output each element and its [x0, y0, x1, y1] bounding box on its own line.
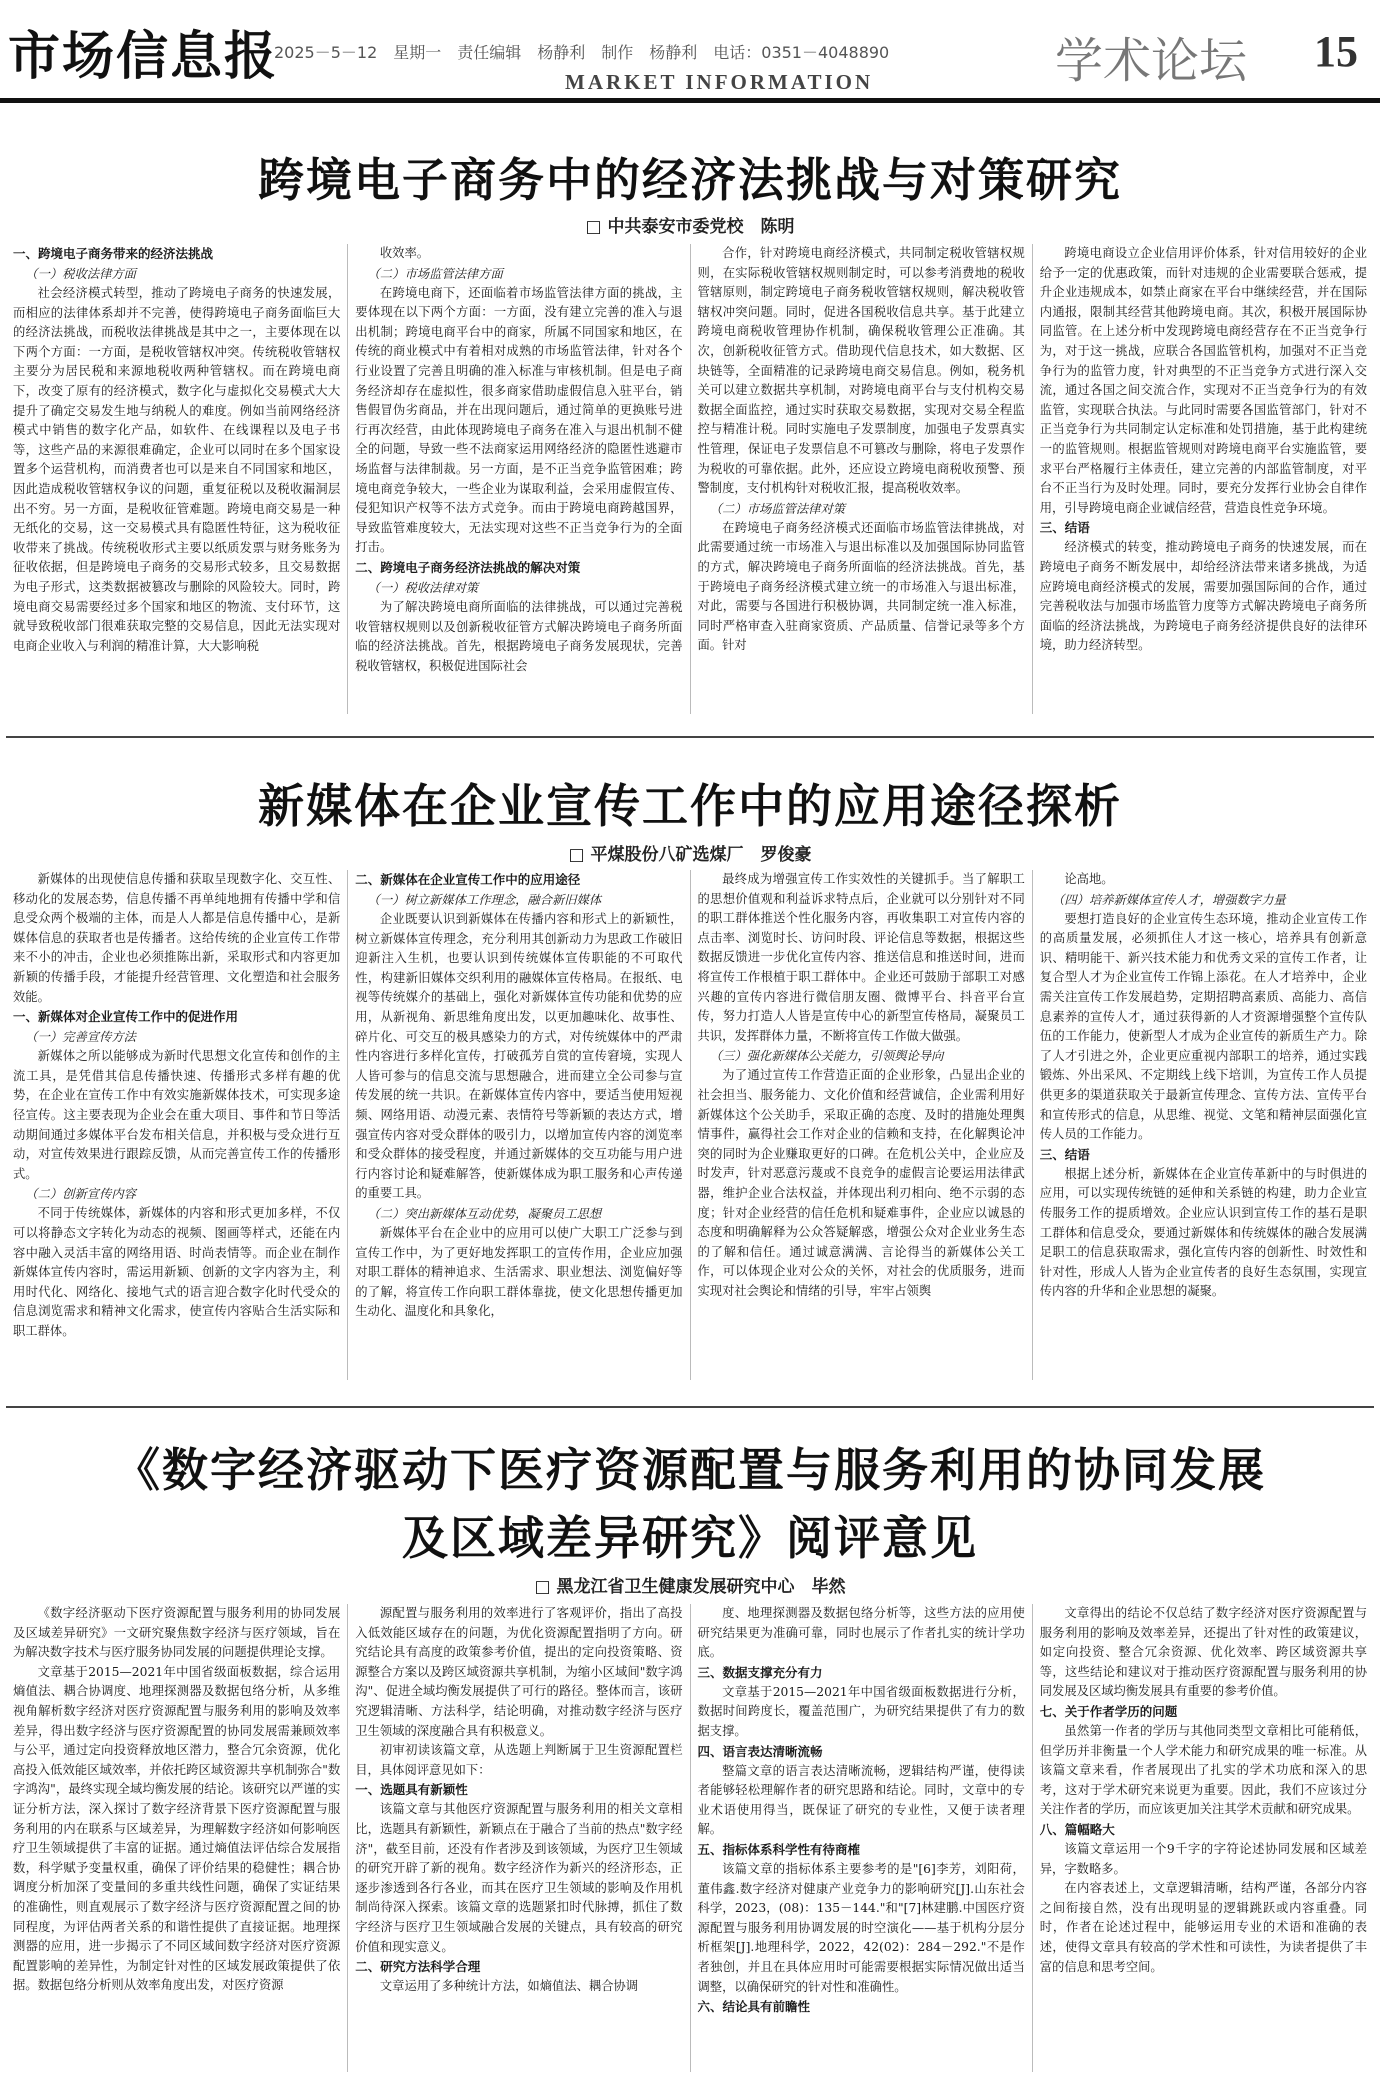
- paragraph: 在跨境电商下，还面临着市场监管法律方面的挑战，主要体现在以下两个方面：一方面，没有建立完善的准入与退出机制；跨境电商平台中的商家，所属不同国家和地区，在传统的商业模式中有着相对成熟的市场监管法律，针对各个行业设置了完善且明确的准入标准与审核机制。但是电子商务经济却存在虚拟性，很多商家借助虚假信息入驻平台，销售假冒伪劣商品，并在出现问题后，通过简单的更换账号进行再次经营，由此体现跨境电子商务在准入与退出机制不健全的问题，导致一些不法商家运用网络经济的隐匿性逃避市场监督与法律制裁。另一方面，是不正当竞争监管困难；跨境电商竞争较大，一些企业为谋取利益，会采用虚假宣传、侵犯知识产权等不法方式竞争。而由于跨境电商跨越国界，导致监管难度较大，无法实现对这些不正当竞争行为的全面打击。: [355, 285, 683, 555]
- paragraph: 源配置与服务利用的效率进行了客观评价，指出了高投入低效能区域存在的问题，为优化资源配置指明了方向。研究结论具有高度的政策参考价值，提出的定向投资策略、资源整合方案以及跨区域资源共享机制，为缩小区域间"数字鸿沟"、促进全域均衡发展提供了可行的路径。整体而言，该研究逻辑清晰、方法科学，结论明确，对推动数字经济与医疗卫生领域的深度融合具有积极意义。: [355, 1606, 683, 1738]
- section-title: 学术论坛: [1055, 33, 1248, 89]
- paragraph: 为了解决跨境电商所面临的法律挑战，可以通过完善税收管辖权规则以及创新税收征管方式解决跨境电子商务所面临的经济法挑战。首先，根据跨境电子商务发展现状，完善税收管辖权，积极促进国际社会: [355, 599, 683, 673]
- paragraph: 初审初读该篇文章，从选题上判断属于卫生资源配置栏目，具体阅评意见如下：: [355, 1743, 683, 1777]
- article-column: [691, 1604, 1033, 2072]
- article-column: [1033, 870, 1374, 1380]
- article-column: [348, 1604, 690, 2072]
- newspaper-english-name: MARKET INFORMATION: [565, 70, 874, 94]
- paragraph: 跨境电商设立企业信用评价体系，针对信用较好的企业给予一定的优惠政策，而针对违规的企业需要联合惩戒，提升企业违规成本，如禁止商家在平台中继续经营，并在国际内通报，限制其经营其他跨境电商。其次，积极开展国际协同监管。在上述分析中发现跨境电商经营存在不正当竞争行为，对于这一挑战，应联合各国监管机构，加强对不正当竞争行为的监管力度，针对典型的不正当竞争方式进行深入交流，通过各国之间交流合作，实现对不正当竞争行为的有效监管，实现联合执法。与此同时需要各国监管部门，针对不正当竞争行为共同制定认定标准和处罚措施，基于此构建统一的监管规则。根据监管规则对跨境电商平台实施监管，要求平台严格履行主体责任，建立完善的内部监管制度，对平台不正当行为及时处理。同时，要充分发挥行业协会自律作用，引导跨境电商企业诚信经营，营造良性竞争环境。: [1039, 246, 1367, 515]
- article-2-author: □ 平煤股份八矿选煤厂 罗俊豪: [568, 845, 812, 865]
- article-1-body: [6, 244, 1374, 714]
- section-heading: （三）强化新媒体公关能力，引领舆论导向: [709, 1049, 944, 1064]
- article-3-title: 《数字经济驱动下医疗资源配置与服务利用的协同发展: [114, 1443, 1266, 1497]
- section-heading: 六、结论具有前瞻性: [697, 1999, 811, 2015]
- paragraph: 社会经济模式转型，推动了跨境电子商务的快速发展，而相应的法律体系却并不完善，使得跨境电子商务面临巨大的经济法挑战，而税收法律挑战是其中之一，主要体现在以下两个方面：一方面，是税收管辖权冲突。传统税收管辖权主要分为居民税和来源地税收两种管辖权。而在跨境电商下，改变了原有的经济模式，数字化与虚拟化交易模式大大提升了确定交易发生地与纳税人的难度。例如当前网络经济模式中销售的数字化产品，如软件、在线课程以及电子书等，这些产品的来源很难确定，企业可以同时在多个国家设置多个运营机构，而消费者也可以是来自不同国家和地区，因此造成税收管辖权争议的问题，重复征税以及税收漏洞层出不穷。另一方面，是税收征管难题。跨境电商交易是一种无纸化的交易，这一交易模式具有隐匿性特征，这为税收征收带来了挑战。传统税收形式主要以纸质发票与财务账务为征收依据，但是跨境电子商务的交易形式较多，且交易数据为电子形式，这类数据被篡改与删除的风险较大。同时，跨境电商交易需要经过多个国家和地区的物流、支付环节，这就导致税收部门很难获取完整的交易信息，因此无法实现对电商企业收入与利润的精准计算，大大影响税: [13, 286, 341, 653]
- paragraph: 不同于传统媒体，新媒体的内容和形式更加多样，不仅可以将静态文字转化为动态的视频、图画等样式，还能在内容中融入灵活丰富的网络用语、时尚表情等。而企业在制作新媒体宣传内容时，需运用新颖、创新的文字内容为主，利用时代化、网络化、接地气式的语言迎合数字化时代受众的信息浏览需求和精神文化需求，使宣传内容贴合生活实际和职工群体。: [13, 1206, 341, 1338]
- article-1-title: 跨境电子商务中的经济法挑战与对策研究: [258, 153, 1122, 207]
- paragraph: 新媒体的出现使信息传播和获取呈现数字化、交互性、移动化的发展态势，信息传播不再单纯地拥有传播中学和信息受众两个极端的主体，而是人人都是信息传播中心，是新媒体信息的获取者也是传播者。这给传统的企业宣传工作带来不小的冲击，企业也必须推陈出新，采取形式和内容更加新颖的传播手段，才能提升经营管理、文化塑造和社会服务效能。: [13, 872, 341, 1004]
- section-heading: 一、新媒体对企业宣传工作中的促进作用: [13, 1009, 239, 1025]
- paragraph: 经济模式的转变，推动跨境电子商务的快速发展，而在跨境电子商务不断发展中，却给经济法带来诸多挑战，为适应跨境电商经济模式的发展，需要加强国际间的合作，通过完善税收法与加强市场监管力度等方式解决跨境电子商务所面临的经济法挑战，为跨境电子商务经济提供良好的法律环境，助力经济转型。: [1039, 540, 1367, 653]
- paragraph: 文章基于2015—2021年中国省级面板数据，综合运用熵值法、耦合协调度、地理探测器及数据包络分析，从多维视角解析数字经济对医疗资源配置与服务利用的影响及效率差异，得出数字经济与医疗资源配置的协同发展需兼顾效率与公平，通过定向投资释放地区潜力，整合冗余资源，优化高投入低效能区域效率，并依托跨区域资源共享机制弥合"数字鸿沟"，最终实现全域均衡发展的结论。该研究以严谨的实证分析方法，深入探讨了数字经济背景下医疗资源配置与服务利用的内在联系与区域差异，为理解数字经济如何影响医疗卫生领域提供了丰富的证据。通过熵值法评估综合发展指数，科学赋予变量权重，确保了评价结果的稳健性；耦合协调度分析加深了变量间的多重共线性问题，确保了实证结果的准确性，则直观展示了数字经济与医疗资源配置之间的协同程度，为评估两者关系的和谐性提供了直接证据。地理探测器的应用，进一步揭示了不同区域间数字经济对医疗资源配置影响的差异性，为制定针对性的区域发展政策提供了依据。数据包络分析则从效率角度出发，对医疗资源: [13, 1664, 341, 1993]
- section-heading: （二）市场监管法律对策: [709, 501, 846, 516]
- paragraph: 最终成为增强宣传工作实效性的关键抓手。当了解职工的思想价值观和利益诉求特点后，企业就可以分别针对不同的职工群体推送个性化服务内容，再收集职工对宣传内容的点击率、浏览时长、访问时段、评论信息等数据，根据这些数据反馈进一步优化宣传内容、推送信息和推送时间，进而将宣传工作根植于职工群体中。企业还可鼓励于部职工对感兴趣的宣传内容进行微信朋友圈、微博平台、抖音平台宣传，努力打造人人皆是宣传中心的新型宣传格局，凝聚员工共识，发挥群体力量，不断将宣传工作做大做强。: [697, 872, 1025, 1043]
- issue-info: 2025－5－12 星期一 责任编辑 杨静利 制作 杨静利 电话：0351－4048890: [274, 43, 890, 62]
- paragraph: 文章得出的结论不仅总结了数字经济对医疗资源配置与服务利用的影响及效率差异，还提出了针对性的政策建议，如定向投资、整合冗余资源、优化效率、跨区域资源共享等，这些结论和建议对于推动医疗资源配置与服务利用的协同发展及区域均衡发展具有重要的参考价值。: [1039, 1606, 1367, 1699]
- paragraph: 该篇文章与其他医疗资源配置与服务利用的相关文章相比，选题具有新颖性，新颖点在于融合了当前的热点"数字经济"，截至目前，还没有作者涉及到该领域，为医疗卫生领域的研究开辟了新的视角。数字经济作为新兴的经济形态，正逐步渗透到各行各业，而其在医疗卫生领域的影响及作用机制尚待深入探索。该篇文章的选题紧扣时代脉搏，抓住了数字经济与医疗卫生领域融合发展的关键点，具有较高的研究价值和现实意义。: [355, 1802, 683, 1954]
- paragraph: 该篇文章运用一个9千字的字符论述协同发展和区域差异，字数略多。: [1039, 1841, 1367, 1876]
- paragraph: 为了通过宣传工作营造正面的企业形象，凸显出企业的社会担当、服务能力、文化价值和经营诚信，企业需利用好新媒体这个公关助手，采取正确的态度、及时的措施处理舆情事件，赢得社会工作对企业的信赖和支持，在化解舆论冲突的同时为企业赚取更好的口碑。在危机公关中，企业应及时发声，针对恶意污蔑或不良竞争的虚假言论要运用法律武器，维护企业合法权益，并体现出利刃相向、绝不示弱的态度；针对企业经营的信任危机和疑难事件，企业应以诚恳的态度和明确解释为公众答疑解惑，增强公众对企业业务生态的了解和信任。通过诚意满满、言论得当的新媒体公关工作，可以体现企业对公众的关怀，对社会的优质服务，进而实现对社会舆论和情绪的引导，牢牢占领舆: [697, 1068, 1025, 1298]
- section-heading: （四）培养新媒体宣传人才，增强数字力量: [1052, 892, 1286, 907]
- paragraph: 文章基于2015—2021年中国省级面板数据进行分析，数据时间跨度长，覆盖范围广，为研究结果提供了有力的数据支撑。: [697, 1684, 1025, 1738]
- newspaper-logo: 市场信息报: [8, 26, 279, 87]
- section-heading: 三、结语: [1039, 520, 1090, 536]
- article-2-title: 新媒体在企业宣传工作中的应用途径探析: [258, 779, 1122, 833]
- paragraph: 虽然第一作者的学历与其他同类型文章相比可能稍低，但学历并非衡量一个人学术能力和研究成果的唯一标准。从该篇文章来看，作者展现出了扎实的学术功底和深入的思考，这对于学术研究来说更为重要。因此，我们不应该过分关注作者的学历，而应该更加关注其学术贡献和研究成果。: [1039, 1723, 1367, 1817]
- section-heading: 二、跨境电子商务经济法挑战的解决对策: [355, 559, 581, 575]
- section-heading: （一）税收法律对策: [367, 580, 479, 595]
- article-column: [6, 870, 348, 1380]
- paragraph: 新媒体平台在企业中的应用可以使广大职工广泛参与到宣传工作中，为了更好地发挥职工的宣传作用，企业应加强对职工群体的精神追求、生活需求、职业想法、浏览偏好等的了解，将宣传工作向职工群体靠拢，使文化思想传播更加生动化、温度化和具象化，: [355, 1225, 683, 1319]
- section-heading: 七、关于作者学历的问题: [1039, 1703, 1178, 1719]
- article-column: [1033, 244, 1374, 714]
- masthead: [0, 0, 1380, 100]
- page-number: 15: [1314, 27, 1358, 76]
- section-heading: 一、跨境电子商务带来的经济法挑战: [13, 246, 214, 261]
- article-column: [348, 870, 690, 1380]
- article-divider: [6, 736, 1374, 738]
- section-heading: （一）税收法律方面: [25, 267, 136, 281]
- section-heading: 三、数据支撑充分有力: [697, 1664, 823, 1680]
- article-column: [691, 244, 1033, 714]
- article-3-body: [6, 1604, 1374, 2072]
- article-3-author: □ 黑龙江省卫生健康发展研究中心 毕然: [534, 1577, 846, 1597]
- section-heading: 五、指标体系科学性有待商榷: [697, 1841, 861, 1857]
- paragraph: 该篇文章的指标体系主要参考的是"[6]李芳，刘阳荷，董伟鑫.数字经济对健康产业竞争力的影响研究[J].山东社会科学，2023，(08)：135－144."和"[7]林建鹏.中国医疗资源配置与服务利用协调发展的时空演化——基于机构分层分析框架[J].地理科学，2022，42(02)：284－292."不是作者独创，并且在具体应用时可能需要根据实际情况做出适当调整，以确保研究的针对性和准确性。: [697, 1861, 1025, 1994]
- article-2-body: [6, 870, 1374, 1380]
- section-heading: 一、选题具有新颖性: [355, 1782, 468, 1798]
- section-heading: 三、结语: [1039, 1146, 1090, 1162]
- article-column: [6, 244, 348, 714]
- section-heading: （二）创新宣传内容: [25, 1187, 136, 1202]
- masthead-rule: [0, 98, 1380, 103]
- paragraph: 论高地。: [1064, 872, 1114, 886]
- article-3-title-line2: 及区域差异研究》阅评意见: [402, 1511, 978, 1565]
- section-heading: （一）树立新媒体工作理念，融合新旧媒体: [367, 893, 602, 907]
- paragraph: 合作，针对跨境电商经济模式，共同制定税收管辖权规则，在实际税收管辖权规则制定时，可以参考消费地的税收管辖原则，制定跨境电子商务税收管辖权规则，解决税收管辖权冲突问题。同时，促进各国税收信息共享。基于此建立跨境电商税收管理协作机制，确保税收管理公正准确。其次，创新税收征管方式。借助现代信息技术，如大数据、区块链等，全面精准的记录跨境电商交易信息。例如，税务机关可以建立数据共享机制，对跨境电商平台与支付机构交易数据全面监控，通过实时获取交易数据，实现对交易全程监控与精准计税。同时实施电子发票制度，加强电子发票真实性管理，保证电子发票信息不可篡改与删除，将电子发票作为税收的可靠依据。此外，还应设立跨境电商税收预警、预警制度，支付机构针对税收汇报，提高税收效率。: [697, 246, 1025, 496]
- paragraph: 新媒体之所以能够成为新时代思想文化宣传和创作的主流工具，是凭借其信息传播快速、传播形式多样有趣的优势，在企业在宣传工作中有效实施新媒体技术，可实现多途径宣传。这主要表现为企业会在重大项目、事件和节日等活动期间通过多媒体平台发布相关信息，并积极与受众进行互动，对宣传效果进行跟踪反馈，从而完善宣传工作的传播形式。: [13, 1049, 341, 1181]
- paragraph: 文章运用了多种统计方法，如熵值法、耦合协调: [379, 1979, 639, 1994]
- paragraph: 要想打造良好的企业宣传生态环境，推动企业宣传工作的高质量发展，必须抓住人才这一核心，培养具有创新意识、精明能干、新兴技术能力和优秀文采的宣传工作者，让复合型人才为企业宣传工作锦上添花。在人才培养中，企业需关注宣传工作发展趋势，定期招聘高素质、高能力、高信息素养的宣传人才，通过获得新的人才资源增强整个宣传队伍的工作能力，使新型人才成为企业宣传的新质生产力。除了人才引进之外，企业更应重视内部职工的培养，通过实践锻炼、外出采风、不定期线上线下培训，为宣传工作人员提供更多的渠道获取关于最新宣传理念、宣传方法、宣传平台和宣传形式的信息，从思维、视觉、文笔和精神层面强化宣传人员的工作能力。: [1039, 911, 1367, 1142]
- article-column: [6, 1604, 348, 2072]
- paragraph: 《数字经济驱动下医疗资源配置与服务利用的协同发展及区域差异研究》一文研究聚焦数字经济与医疗领域，旨在为解决数字技术与医疗服务协同发展的问题提供理论支撑。: [13, 1606, 341, 1660]
- paragraph: 根据上述分析，新媒体在企业宣传革新中的与时俱进的应用，可以实现传统链的延伸和关系链的构建，助力企业宣传服务工作的提质增效。企业应认识到宣传工作的基石是职工群体和信息受众，要通过新媒体和传统媒体的融合发展满足职工的信息获取需求，强化宣传内容的创新性、时效性和针对性，形成人人皆为企业宣传者的良好生态氛围，实现宣传内容的升华和企业思想的凝聚。: [1039, 1166, 1367, 1299]
- section-heading: 四、语言表达清晰流畅: [697, 1743, 823, 1759]
- section-heading: 八、篇幅略大: [1039, 1821, 1115, 1837]
- paragraph: 整篇文章的语言表达清晰流畅，逻辑结构严谨，使得读者能够轻松理解作者的研究思路和结论。同时，文章中的专业术语使用得当，既保证了研究的专业性，又便于读者理解。: [697, 1763, 1025, 1837]
- article-column: [691, 870, 1033, 1380]
- section-heading: （二）市场监管法律方面: [367, 266, 503, 281]
- section-heading: （一）完善宣传方法: [25, 1030, 136, 1045]
- article-divider: [6, 1406, 1374, 1408]
- section-heading: 二、研究方法科学合理: [355, 1959, 481, 1975]
- paragraph: 企业既要认识到新媒体在传播内容和形式上的新颖性，树立新媒体宣传理念，充分利用其创新动力为思政工作破旧迎新注入生机，也要认识到传统媒体宣传职能的不可取代性，构建新旧媒体交织利用的融媒体宣传格局。在报纸、电视等传统媒介的基础上，强化对新媒体宣传功能和优势的应用，从新视角、新思维角度出发，以更加趣味化、故事性、碎片化、可交互的极具感染力的方式，对传统媒体中的严肃性内容进行多样化宣传，打破孤芳自赏的宣传窘境，实现人人皆可参与的信息交流与思想融合，进而建立全公司参与宣传发展的统一共识。在新媒体宣传内容中，要适当使用短视频、网络用语、动漫元素、表情符号等新颖的表达方式，增强宣传内容对受众群体的吸引力，以增加宣传内容的浏览率和受众群体的接受程度，并通过新媒体的交互功能与用户进行内容讨论和疑难解答，使新媒体成为职工服务和心声传递的重要工具。: [355, 912, 683, 1201]
- section-heading: 二、新媒体在企业宣传工作中的应用途径: [355, 872, 581, 887]
- article-column: [1033, 1604, 1374, 2072]
- section-heading: （二）突出新媒体互动优势，凝聚员工思想: [367, 1206, 602, 1221]
- article-1-author: □ 中共泰安市委党校 陈明: [585, 217, 795, 237]
- article-column: [348, 244, 690, 714]
- paragraph: 在内容表述上，文章逻辑清晰，结构严谨，各部分内容之间衔接自然，没有出现明显的逻辑跳跃或内容重叠。同时，作者在论述过程中，能够运用专业的术语和准确的表述，使得文章具有较高的学术性和可读性，为读者提供了丰富的信息和思考空间。: [1039, 1881, 1367, 1974]
- paragraph: 在跨境电子商务经济模式还面临市场监管法律挑战，对此需要通过统一市场准入与退出标准以及加强国际协同监管的方式，解决跨境电子商务所面临的经济法挑战。首先，基于跨境电子商务经济模式建立统一的市场准入与退出标准，对此，需要与各国进行积极协调，共同制定统一准入标准，同时严格审查入驻商家资质、产品质量、信誉记录等多个方面。针对: [697, 520, 1025, 653]
- paragraph: 度、地理探测器及数据包络分析等，这些方法的应用使研究结果更为准确可靠，同时也展示了作者扎实的统计学功底。: [697, 1606, 1025, 1660]
- paragraph: 收效率。: [379, 246, 430, 260]
